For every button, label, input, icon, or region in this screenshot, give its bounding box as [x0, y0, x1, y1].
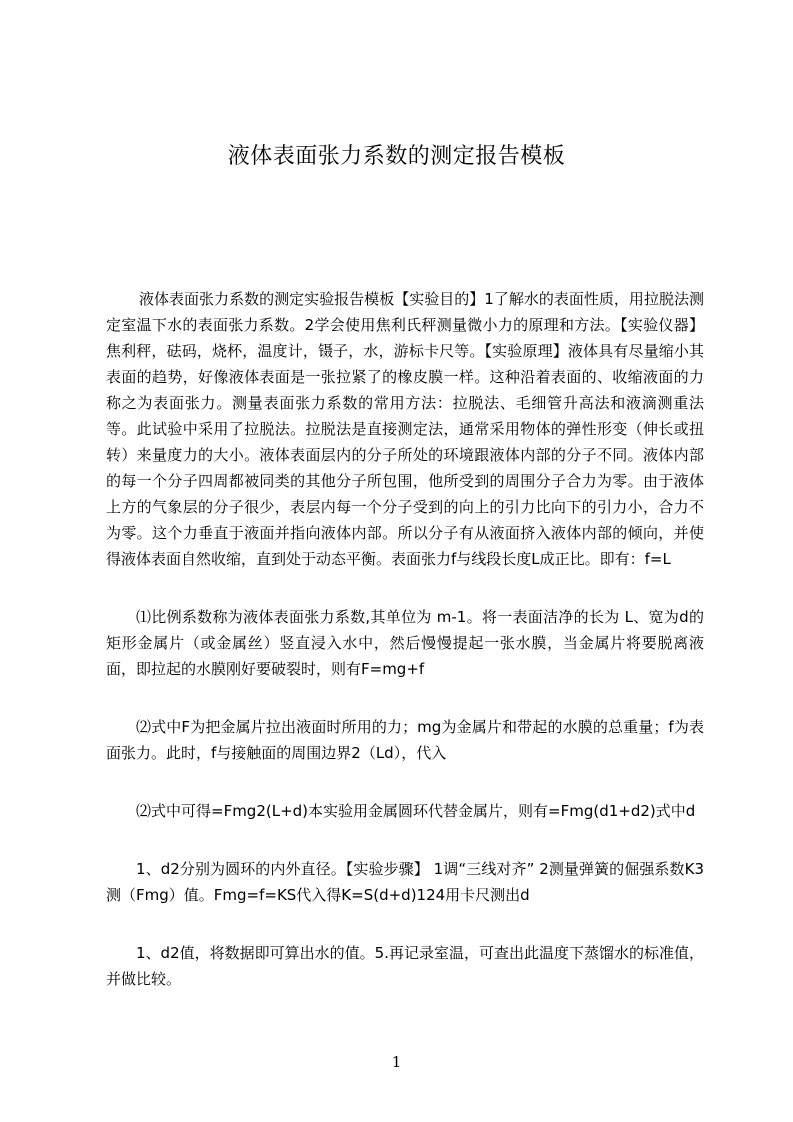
- paragraph-steps-1: 1、d2分别为圆环的内外直径。【实验步骤】 1调“三线对齐” 2测量弹簧的倔强系数K3测（Fmg）值。Fmg=f=KS代入得K=S(d+d)124用卡尺测出d: [106, 860, 704, 904]
- paragraph-formula-2: ⑵式中F为把金属片拉出液面时所用的力；mg为金属片和带起的水膜的总重量；f为表面张力。此时，f与接触面的周围边界2（Ld），代入: [106, 718, 704, 762]
- paragraph-formula-3: ⑵式中可得=Fmg2(L+d)本实验用金属圆环代替金属片，则有=Fmg(d1+d2)式中d: [136, 802, 696, 820]
- paragraph-steps-2: 1、d2值，将数据即可算出水的值。5.再记录室温，可查出此温度下蒸馏水的标准值，并做比较。: [106, 944, 704, 988]
- paragraph-intro-principle: 液体表面张力系数的测定实验报告模板【实验目的】1了解水的表面性质，用拉脱法测定室温下水的表面张力系数。2学会使用焦利氏秤测量微小力的原理和方法。【实验仪器】焦利秤，砝码，烧杯，温度计，镊子，水，游标卡尺等。【实验原理】液体具有尽量缩小其表面的趋势，好像液体表面是一张拉紧了的橡皮膜一样。这种沿着表面的、收缩液面的力称之为表面张力。测量表面张力系数的常用方法：拉脱法、毛细管升高法和液滴测重法等。此试验中采用了拉脱法。拉脱法是直接测定法，通常采用物体的弹性形变（伸长或扭转）来量度力的大小。液体表面层内的分子所处的环境跟液体内部的分子不同。液体内部的每一个分子四周都被同类的其他分子所包围，他所受到的周围分子合力为零。由于液体上方的气象层的分子很少，表层内每一个分子受到的向上的引力比向下的引力小，合力不为零。这个力垂直于液面并指向液体内部。所以分子有从液面挤入液体内部的倾向，并使得液体表面自然收缩，直到处于动态平衡。表面张力f与线段长度L成正比。即有：f=L: [106, 290, 704, 568]
- document-body: [106, 286, 704, 1024]
- document-title: 液体表面张力系数的测定报告模板: [227, 144, 566, 169]
- paragraph-formula-1: ⑴比例系数称为液体表面张力系数,其单位为 m-1。将一表面洁净的长为 L、宽为d的矩形金属片（或金属丝）竖直浸入水中，然后慢慢提起一张水膜，当金属片将要脱离液面，即拉起的水膜刚好要破裂时，则有F=mg+f: [106, 608, 704, 678]
- page-number: 1: [391, 1053, 402, 1071]
